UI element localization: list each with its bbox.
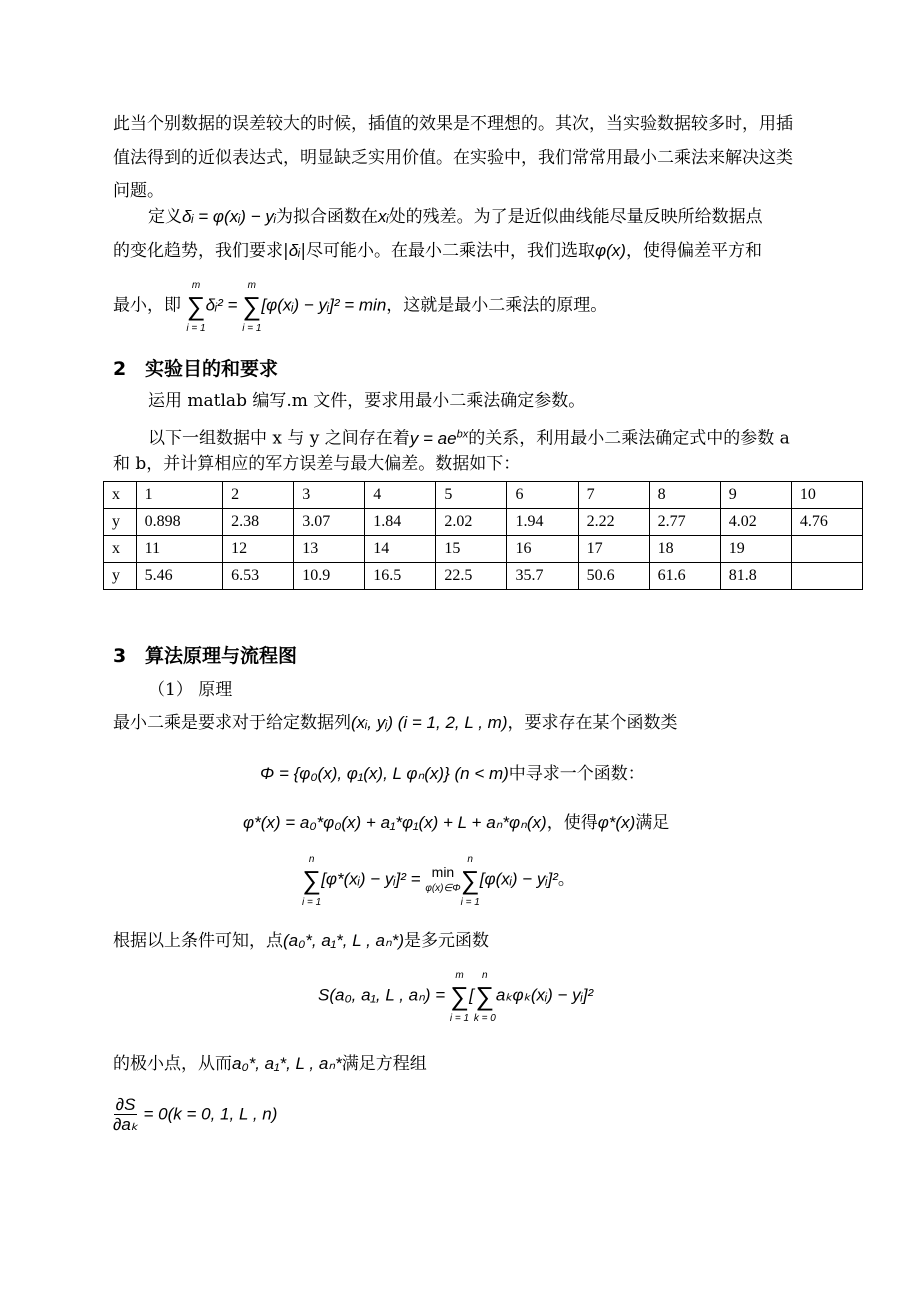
table-cell: 4.02 [720,509,791,536]
residual-formula: δᵢ = φ(xᵢ) − yᵢ [182,207,276,226]
table-cell: 10 [791,482,862,509]
table-cell: 61.6 [649,563,720,590]
formula-phi-set: Φ = {φ₀(x), φ₁(x), L φₙ(x)} (n < m)中寻求一个函数： [260,764,645,784]
table-cell: 2.38 [223,509,294,536]
paragraph-line: 最小二乘是要求对于给定数据列(xᵢ, yᵢ) (i = 1, 2, L , m)，要求存在某个函数类 [113,713,678,733]
table-cell: 2.22 [578,509,649,536]
paragraph-line: 值法得到的近似表达式，明显缺乏实用价值。在实验中，我们常常用最小二乘法来解决这类 [113,148,793,168]
table-cell: 16 [507,536,578,563]
paragraph-line: 运用 matlab 编写.m 文件，要求用最小二乘法确定参数。 [148,391,586,411]
table-cell: y [104,509,137,536]
table-cell: 14 [365,536,436,563]
table-cell: 5 [436,482,507,509]
table-cell: 15 [436,536,507,563]
table-cell: 13 [294,536,365,563]
paragraph-line: 根据以上条件可知，点(a₀*, a₁*, L , aₙ*)是多元函数 [113,931,490,951]
table-cell: 1.94 [507,509,578,536]
summation: m ∑ i = 1 [186,280,206,334]
table-cell: 4 [365,482,436,509]
table-cell: 2.02 [436,509,507,536]
table-cell: 17 [578,536,649,563]
table-cell: x [104,536,137,563]
table-cell: 12 [223,536,294,563]
paragraph-line: 和 b，并计算相应的军方误差与最大偏差。数据如下： [113,454,521,474]
paragraph-line: 问题。 [113,181,164,201]
table-cell: 81.8 [720,563,791,590]
paragraph-line: 的变化趋势，我们要求|δᵢ|尽可能小。在最小二乘法中，我们选取φ(x)，使得偏差平方和 [113,241,762,261]
table-cell: 11 [136,536,222,563]
table-cell: 3 [294,482,365,509]
formula-S-function: S(a₀, a₁, L , aₙ) = m ∑ i = 1[n ∑ k = 0aₖφₖ(xᵢ) − yᵢ]² [318,970,594,1024]
summation: m ∑ i = 1 [242,280,262,334]
table-cell: 6 [507,482,578,509]
table-cell: 1 [136,482,222,509]
table-row [104,482,863,509]
table-cell: 50.6 [578,563,649,590]
table-cell: 3.07 [294,509,365,536]
table-cell: 4.76 [791,509,862,536]
xi-symbol: xᵢ [377,207,389,226]
paragraph-line: 最小，即 m ∑ i = 1δᵢ² = m ∑ i = 1[φ(xᵢ) − yᵢ]² = min，这就是最小二乘法的原理。 [113,276,607,336]
paragraph-line: 此当个别数据的误差较大的时候，插值的效果是不理想的。其次，当实验数据较多时，用插 [113,114,793,134]
formula-phistar: φ*(x) = a₀*φ₀(x) + a₁*φ₁(x) + L + aₙ*φₙ(x)，使得φ*(x)满足 [243,813,670,833]
data-table [103,481,863,590]
table-cell: 8 [649,482,720,509]
model-formula: $y = ae^{bx}$ [409,428,469,448]
table-cell: x [104,482,137,509]
table-row [104,536,863,563]
table-row [104,563,863,590]
formula-least-squares: n ∑ i = 1[φ*(xᵢ) − yᵢ]² = min φ(x)∈Φn ∑ i = 1[φ(xᵢ) − yᵢ]²。 [302,854,575,908]
table-cell: 2 [223,482,294,509]
table-cell: 0.898 [136,509,222,536]
table-cell: 35.7 [507,563,578,590]
table-cell: 6.53 [223,563,294,590]
table-cell: 10.9 [294,563,365,590]
table-cell: y [104,563,137,590]
subsection-heading: （1） 原理 [148,680,233,700]
paragraph-line: 定义δᵢ = φ(xᵢ) − yᵢ为拟合函数在xᵢ处的残差。为了是近似曲线能尽量反映所给数据点 [148,207,763,227]
formula-partial-derivative: $\frac{\partial S}{\text{∂aₖ}} = 0(k = 0$, 1, L , n) [113,1095,278,1134]
table-cell: 19 [720,536,791,563]
table-cell: 18 [649,536,720,563]
table-cell [791,536,862,563]
section-heading: 2 实验目的和要求 [113,358,279,380]
table-cell: 16.5 [365,563,436,590]
table-cell: 22.5 [436,563,507,590]
table-cell: 2.77 [649,509,720,536]
table-row [104,509,863,536]
paragraph-line: 的极小点，从而a₀*, a₁*, L , aₙ*满足方程组 [113,1054,427,1074]
table-cell: 7 [578,482,649,509]
table-cell: 1.84 [365,509,436,536]
paragraph-line: 以下一组数据中 x 与 y 之间存在着$y = ae^{bx}$的关系，利用最小二乘法确定式中的参数 a [148,428,790,449]
table-cell: 9 [720,482,791,509]
table-cell: 5.46 [136,563,222,590]
section-heading: 3 算法原理与流程图 [113,645,298,667]
table-cell [791,563,862,590]
